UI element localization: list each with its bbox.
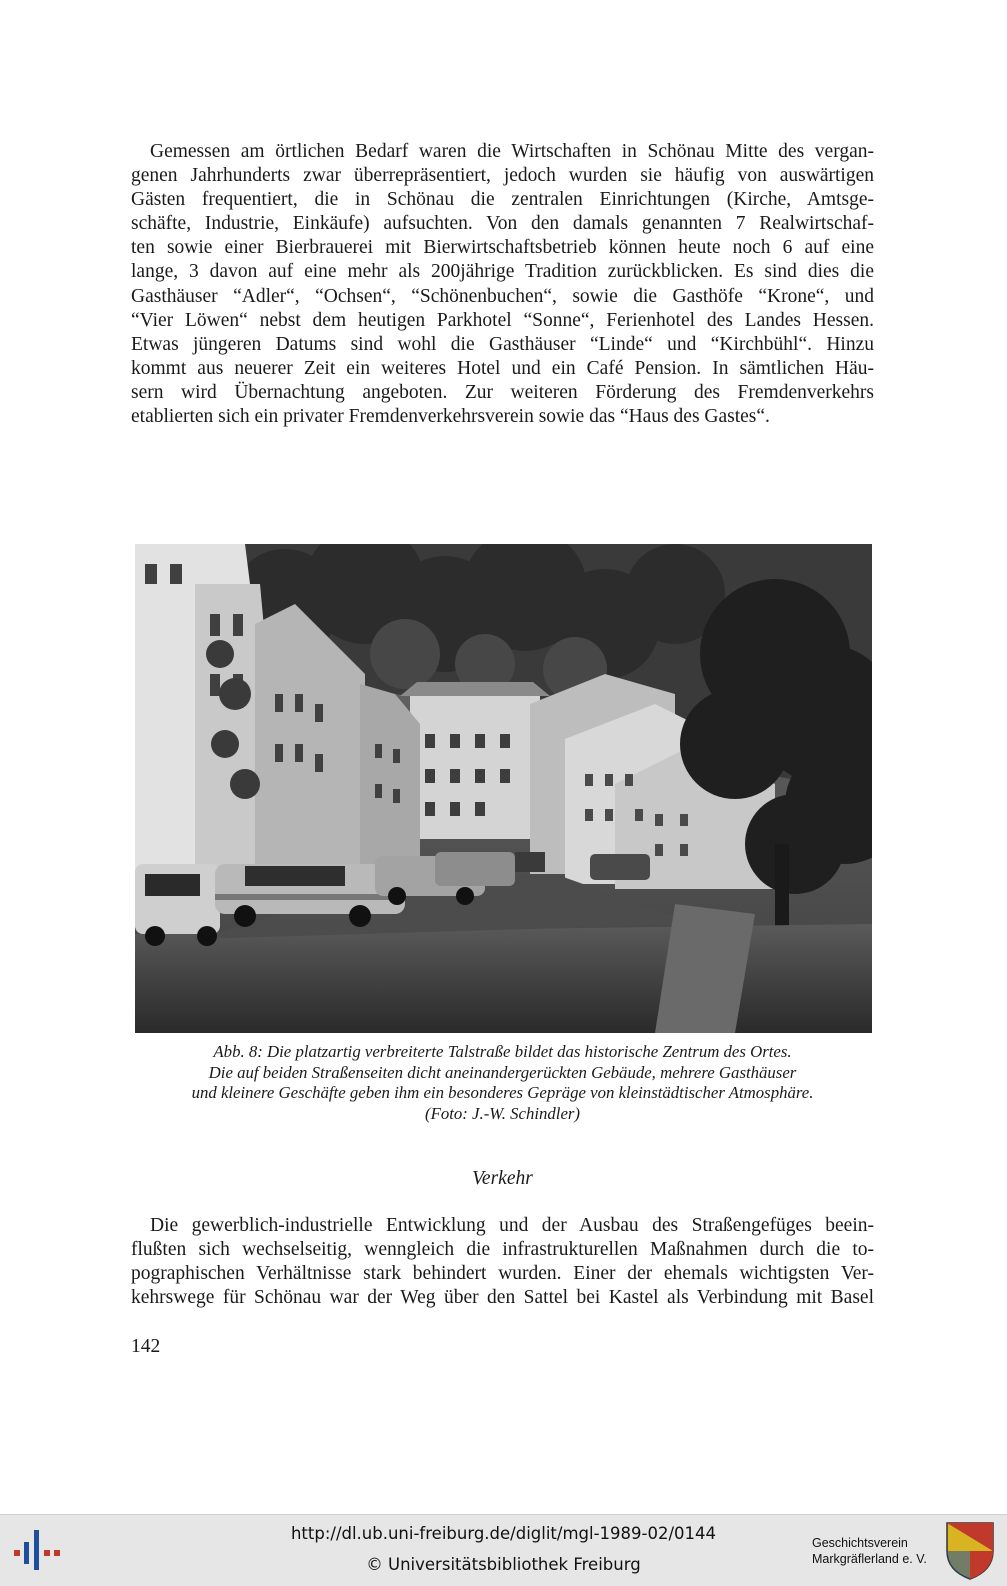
figure-caption (131, 1042, 874, 1124)
text-line: flußten sich wechselseitig, wenngleich die infrastrukturellen Maßnahmen durch die to- (131, 1239, 874, 1261)
text-line: pographischen Verhältnisse stark behindert wurden. Einer der ehemals wichtigsten Ver- (131, 1263, 874, 1285)
footer-url-link[interactable]: http://dl.ub.uni-freiburg.de/diglit/mgl-1989-02/0144 (290, 1524, 717, 1543)
caption-line: Die auf beiden Straßenseiten dicht aneinandergerückten Gebäude, mehrere Gasthäuser (208, 1062, 797, 1082)
footer-society (812, 1535, 927, 1567)
text-line: Gemessen am örtlichen Bedarf waren die Wirtschaften in Schönau Mitte des vergan- (150, 141, 874, 162)
text-line: Gasthäuser “Adler“, “Ochsen“, “Schönenbuchen“, sowie die Gasthöfe “Krone“, und (131, 285, 874, 307)
society-name: Markgräflerland e. V. (812, 1552, 927, 1566)
text-line: sern wird Übernachtung angeboten. Zur weiteren Förderung des Fremdenverkehrs (131, 381, 874, 403)
caption-credit: (Foto: J.-W. Schindler) (424, 1103, 581, 1123)
street-photo-illustration (135, 544, 872, 1033)
section-heading: Verkehr (472, 1168, 533, 1189)
text-line: etablierten sich ein privater Fremdenverkehrsverein sowie das “Haus des Gastes“. (131, 406, 770, 428)
page-number: 142 (131, 1336, 161, 1357)
street-photo (135, 544, 872, 1033)
text-line: schäfte, Industrie, Einkäufe) aufsuchten. Von den damals genannten 7 Realwirtschaf- (131, 213, 874, 235)
text-line: lange, 3 davon auf eine mehr als 200jährige Tradition zurückblicken. Es sind dies die (131, 261, 874, 283)
body-paragraph-2 (131, 1214, 874, 1310)
text-line: “Vier Löwen“ nebst dem heutigen Parkhotel “Sonne“, Ferienhotel des Landes Hessen. (131, 309, 874, 331)
body-paragraph-1 (131, 140, 874, 429)
text-line: genen Jahrhunderts zwar überrepräsentiert, jedoch wurden sie häufig von auswärtigen (131, 165, 874, 187)
society-name: Geschichtsverein (812, 1536, 908, 1550)
text-line: kommt aus neuerer Zeit ein weiteres Hotel und ein Café Pension. In sämtlichen Häu- (131, 357, 874, 379)
caption-line: und kleinere Geschäfte geben ihm ein besonderes Gepräge von kleinstädtischer Atmosphäre. (191, 1083, 814, 1102)
coat-of-arms-icon (945, 1521, 995, 1581)
text-line: Die gewerblich-industrielle Entwicklung und der Ausbau des Straßengefüges beein- (150, 1215, 874, 1236)
text-line: ten sowie einer Bierbrauerei mit Bierwirtschaftsbetrieb können heute noch 6 auf eine (131, 237, 874, 259)
text-line: Etwas jüngeren Datums sind wohl die Gasthäuser “Linde“ und “Kirchbühl“. Hinzu (131, 333, 874, 355)
footer-bar (0, 1514, 1007, 1586)
text-line: Gästen frequentiert, die in Schönau die zentralen Einrichtungen (Kirche, Amtsge- (131, 189, 874, 211)
caption-line: Abb. 8: Die platzartig verbreiterte Talstraße bildet das historische Zentrum des Ortes. (213, 1042, 792, 1061)
text-line: kehrswege für Schönau war der Weg über den Sattel bei Kastel als Verbindung mit Basel (131, 1287, 874, 1309)
footer-copyright: © Universitätsbibliothek Freiburg (366, 1555, 641, 1574)
